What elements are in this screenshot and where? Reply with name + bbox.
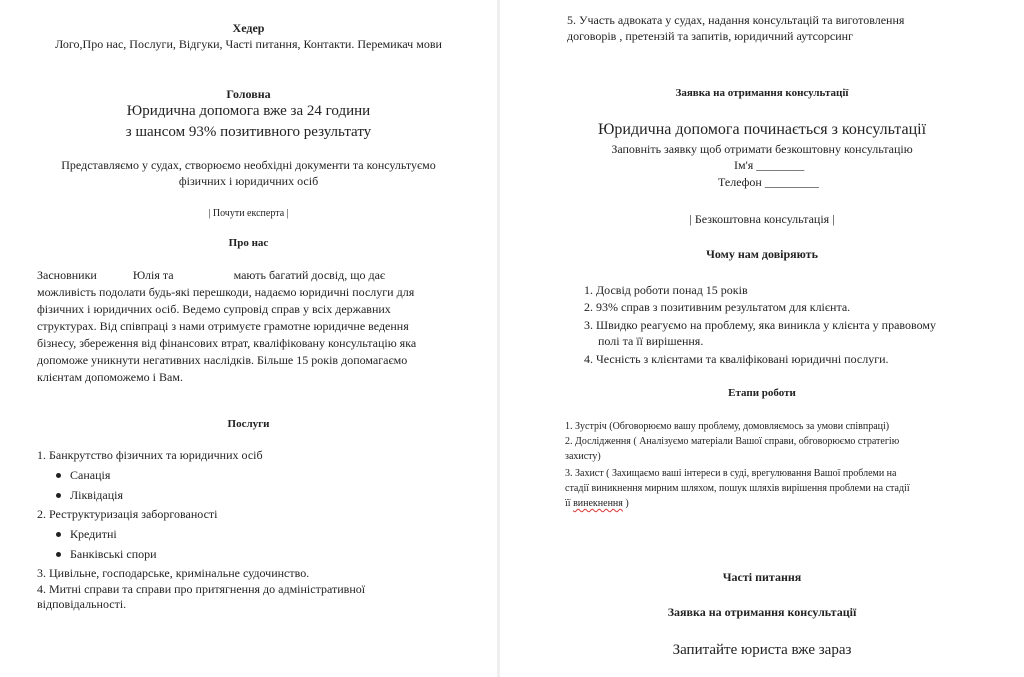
main-title: Головна [226, 87, 271, 101]
document-page-left [0, 0, 497, 677]
service-5-line-2: договорів , претензій та запитів, юридичний аутсорсинг [567, 29, 854, 43]
phone-field[interactable]: Телефон _________ [718, 175, 819, 189]
about-line-3: фізичних і юридичних осіб. Ведемо супровід справ у всіх державних [37, 302, 391, 316]
request-subtitle: Заповніть заявку щоб отримати безкоштовну консультацію [611, 142, 913, 156]
about-line-5: бізнесу, збереження від фінансових втрат, кваліфіковану консультацію яка [37, 336, 417, 350]
trust-item-4: 4. Чесність з клієнтами та кваліфіковані юридичні послуги. [584, 352, 889, 366]
about-text [37, 268, 477, 385]
trust-item-3-line-1: 3. Швидко реагуємо на проблему, яка виникла у клієнта у правовому [584, 318, 936, 332]
bullet-icon [56, 552, 61, 557]
about-line-7: клієнтам допоможемо і Вам. [37, 370, 183, 384]
request-heading: Юридична допомога починається з консультації [597, 121, 927, 138]
expert-button[interactable]: | Почути експерта | [208, 208, 289, 219]
about-line-6: допоможе уникнути негативних наслідків. Більше 15 років допомагаємо [37, 353, 408, 367]
service-2-sub-a: Кредитні [56, 527, 117, 542]
free-consultation-button[interactable]: | Безкоштовна консультація | [689, 212, 835, 226]
lead-line-2: фізичних і юридичних осіб [178, 174, 319, 188]
about-line-1-mid: Юлія та [132, 268, 174, 282]
service-3: 3. Цивільне, господарське, кримінальне судочинство. [37, 566, 310, 580]
header-title: Хедер [232, 21, 265, 35]
stage-2-line-1: 2. Дослідження ( Аналізуємо матеріали Вашої справи, обговорюємо стратегію [565, 436, 900, 447]
lead-line-1: Представляємо у судах, створюємо необхідні документи та консультуємо [61, 158, 436, 172]
bullet-icon [56, 532, 61, 537]
header-items: Лого,Про нас, Послуги, Відгуки, Часті питання, Контакти. Перемикач мови [55, 37, 442, 51]
trust-item-1: 1. Досвід роботи понад 15 років [584, 283, 748, 297]
stage-3-line-3: її винекнення ) [565, 498, 629, 509]
service-4-line-1: 4. Митні справи та справи про притягнення до адміністративної [37, 582, 366, 596]
service-1-sub-b: Ліквідація [56, 488, 123, 503]
about-line-1-pre: Засновники [37, 268, 97, 282]
request-title-2: Заявка на отримання консультації [667, 605, 857, 619]
stage-3-line-1: 3. Захист ( Захищаємо ваші інтереси в суді, врегулювання Вашої проблеми на [565, 468, 897, 479]
hero-line-1: Юридична допомога вже за 24 години [126, 103, 371, 119]
service-1-sub-a: Санація [56, 468, 110, 483]
service-5-line-1: 5. Участь адвоката у судах, надання консультацій та виготовлення [567, 13, 905, 27]
stage-1: 1. Зустріч (Обговорюємо вашу проблему, домовляємось за умови співпраці) [565, 421, 890, 432]
about-line-4: структурах. Від співпраці з нами отримуєте грамотне юридичне ведення [37, 319, 409, 333]
service-2-sub-b: Банківські спори [56, 547, 157, 562]
document-page-right [500, 0, 1024, 677]
bullet-icon [56, 493, 61, 498]
service-4-line-2: відповідальності. [37, 597, 127, 611]
stage-3-line-2: стадії виникнення мирним шляхом, пошук шляхів вирішення проблеми на стадії [565, 483, 910, 494]
about-line-2: можливість подолати будь-які перешкоди, надаємо юридичні послуги для [37, 285, 415, 299]
trust-item-2: 2. 93% справ з позитивним результатом для клієнта. [584, 300, 851, 314]
bullet-icon [56, 473, 61, 478]
ask-heading: Запитайте юриста вже зараз [672, 642, 852, 658]
hero-line-2: з шансом 93% позитивного результату [125, 124, 372, 140]
about-line-1-post: мають багатий досвід, що дає [233, 268, 386, 282]
service-2: 2. Реструктуризація заборгованості [37, 507, 218, 521]
stages-title: Етапи роботи [728, 387, 796, 399]
about-title: Про нас [228, 237, 269, 249]
request-title: Заявка на отримання консультації [675, 87, 849, 99]
stage-2-line-2: захисту) [565, 451, 601, 462]
faq-title: Часті питання [722, 570, 802, 584]
misspelled-word: винекнення [573, 498, 623, 509]
name-field[interactable]: Ім'я ________ [734, 158, 805, 172]
service-1: 1. Банкрутство фізичних та юридичних осіб [37, 448, 263, 462]
trust-title: Чому нам довіряють [706, 247, 818, 261]
services-title: Послуги [227, 418, 270, 430]
trust-item-3-line-2: полі та її вирішення. [598, 334, 704, 348]
